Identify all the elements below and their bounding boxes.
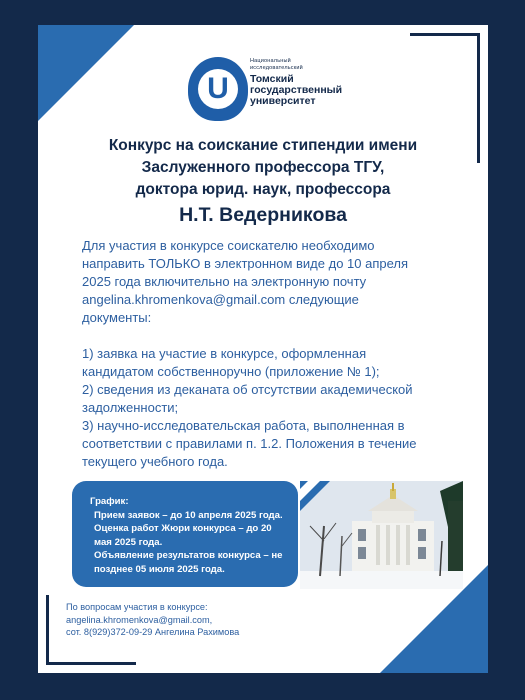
building-illustration — [300, 481, 463, 589]
schedule-box — [72, 481, 298, 587]
schedule-line: мая 2025 года. — [94, 536, 163, 548]
title-line1: Конкурс на соискание стипендии имени — [108, 137, 418, 154]
intro-line: angelina.khromenkova@gmail.com следующие — [82, 292, 359, 307]
doc-item-1: 1) заявка на участие в конкурсе, оформленная — [82, 346, 367, 361]
intro-line: Для участия в конкурсе соискателю необходимо — [82, 238, 375, 253]
contact-heading: По вопросам участия в конкурсе: — [66, 602, 208, 612]
logo-line1: Национальный — [250, 58, 291, 64]
doc-item-3: соответствии с правилами п. 1.2. Положения в течение — [82, 436, 417, 451]
title-line3: доктора юрид. наук, профессора — [135, 181, 391, 198]
schedule-line: Прием заявок – до 10 апреля 2025 года. — [94, 509, 283, 521]
poster-card — [38, 25, 488, 673]
title-honoree: Н.Т. Ведерникова — [179, 204, 347, 226]
intro-line: документы: — [82, 310, 152, 325]
logo-name1: Томский — [250, 73, 294, 85]
contact-info — [66, 601, 326, 639]
schedule-heading: График: — [90, 496, 129, 507]
schedule-line: Объявление результатов конкурса – не — [94, 550, 283, 562]
contact-phone: сот. 8(929)372-09-29 Ангелина Рахимова — [66, 627, 240, 637]
frame-line-top — [410, 33, 480, 36]
frame-line-bottom — [46, 662, 136, 665]
logo-name3: университет — [250, 95, 316, 107]
doc-item-2: задолженности; — [82, 400, 179, 415]
title-line2: Заслуженного профессора ТГУ, — [141, 159, 385, 176]
university-logo — [188, 57, 248, 121]
requirements-text — [82, 237, 462, 471]
doc-item-3: 3) научно-исследовательская работа, выполненная в — [82, 418, 405, 433]
frame-line-left — [46, 595, 49, 665]
university-building-photo — [300, 481, 463, 589]
poster-title — [38, 135, 488, 229]
doc-item-2: 2) сведения из деканата об отсутствии академической — [82, 382, 413, 397]
logo-line2: исследовательский — [250, 65, 303, 71]
logo-letter: U — [198, 69, 238, 109]
schedule-line: позднее 05 июля 2025 года. — [94, 563, 225, 575]
corner-triangle-top-left — [38, 25, 134, 121]
contact-email[interactable]: angelina.khromenkova@gmail.com, — [66, 614, 213, 625]
doc-item-3: текущего учебного года. — [82, 454, 228, 469]
intro-line: 2025 года включительно на электронную почту — [82, 274, 367, 289]
doc-item-1: кандидатом собственноручно (приложение № 1); — [82, 364, 380, 379]
schedule-line: Оценка работ Жюри конкурса – до 20 — [94, 523, 272, 535]
intro-line: направить ТОЛЬКО в электронном виде до 10 апреля — [82, 256, 409, 271]
university-name — [250, 58, 342, 107]
logo-name2: государственный — [250, 84, 343, 96]
